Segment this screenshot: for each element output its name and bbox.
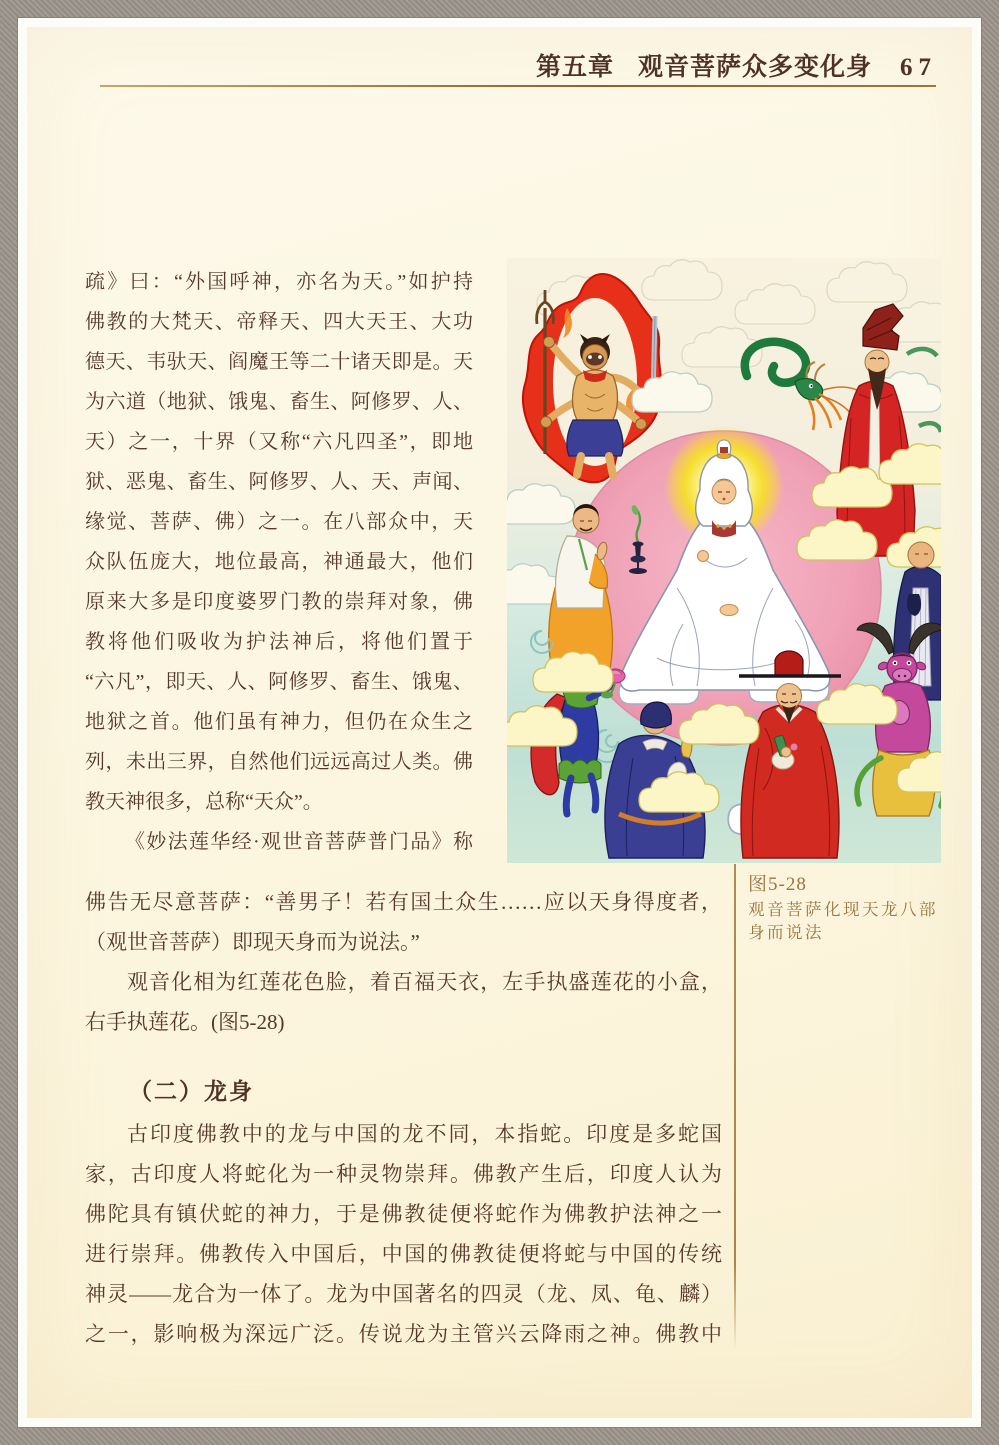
body-line: 观音化相为红莲花色脸，着百福天衣，左手执盛莲花的小盒， [127,970,722,994]
body-line: 佛告无尽意菩萨：“善男子！若有国土众生……应以天身得度者， [85,890,722,914]
body-line: 天）之一，十界（又称“六凡四圣”，即地 [85,431,473,453]
red-official-face [777,684,802,709]
figure-caption-line: 观音菩萨化现天龙八部 [748,900,938,919]
body-line: 进行崇拜。佛教传入中国后，中国的佛教徒便将蛇与中国的传统 [85,1242,722,1266]
body-line: 众队伍庞大，地位最高，神通最大，他们 [85,551,473,573]
guanyin-painting [507,258,941,863]
section-heading: （二）龙身 [129,1079,254,1104]
body-line: 右手执莲花。(图5-28) [85,1010,285,1034]
raised-hand [698,551,709,562]
lap-hands [720,605,738,616]
official-cap-red [775,651,803,676]
body-line: “六凡”，即天、人、阿修罗、畜生、饿鬼、 [85,671,473,693]
running-header [536,47,937,83]
body-line: 地狱之首。他们虽有神力，但仍在众生之 [85,711,473,733]
body-line: 之一，影响极为深远广泛。传说龙为主管兴云降雨之神。佛教中 [85,1322,722,1346]
caption-divider-rule [734,864,736,1350]
body-line: 教将他们吸收为护法神后，将他们置于 [85,631,473,653]
body-line: 原来大多是印度婆罗门教的崇拜对象，佛 [85,591,473,613]
page-number: 67 [900,54,937,81]
body-line: 教天神很多，总称“天众”。 [85,791,323,813]
body-line: 德天、韦驮天、阎魔王等二十诸天即是。天 [85,351,473,373]
body-line: 古印度佛教中的龙与中国的龙不同，本指蛇。印度是多蛇国 [127,1122,722,1146]
figure-number: 图5-28 [748,874,807,895]
figure-caption-line: 身而说法 [748,923,824,942]
body-line: （观世音菩萨）即现天身而为说法。” [85,930,420,954]
body-wide-block [85,882,722,1042]
body-line: 疏》曰：“外国呼神，亦名为天。”如护持 [85,271,473,293]
body-line: 狱、恶鬼、畜生、阿修罗、人、天、声闻、 [85,471,473,493]
body-line: 佛教的大梵天、帝释天、四大天王、大功 [85,311,473,333]
body-line: 神灵——龙合为一体了。龙为中国著名的四灵（龙、凤、龟、麟） [85,1282,722,1306]
body-column [85,262,473,862]
body-line: 家，古印度人将蛇化为一种灵物崇拜。佛教产生后，印度人认为 [85,1162,722,1186]
body-line: 列，未出三界，自然他们远远高过人类。佛 [85,751,473,773]
body-line: 缘觉、菩萨、佛）之一。在八部众中，天 [85,511,473,533]
body-line: 佛陀具有镇伏蛇的神力，于是佛教徒便将蛇作为佛教护法神之一 [85,1202,722,1226]
figure-illustration [507,258,941,863]
monk-head [908,542,934,568]
devotee-head [573,507,599,533]
figure-caption [748,872,944,944]
section-paragraph [85,1114,722,1354]
header-rule [100,85,936,87]
chapter-title: 观音菩萨众多变化身 [637,54,872,81]
body-line: 为六道（地狱、饿鬼、畜生、阿修罗、人、 [85,391,473,413]
deva-skirt [567,420,623,456]
chapter-number: 第五章 [535,54,614,81]
body-line: 《妙法莲华经·观世音菩萨普门品》称 [125,831,473,853]
